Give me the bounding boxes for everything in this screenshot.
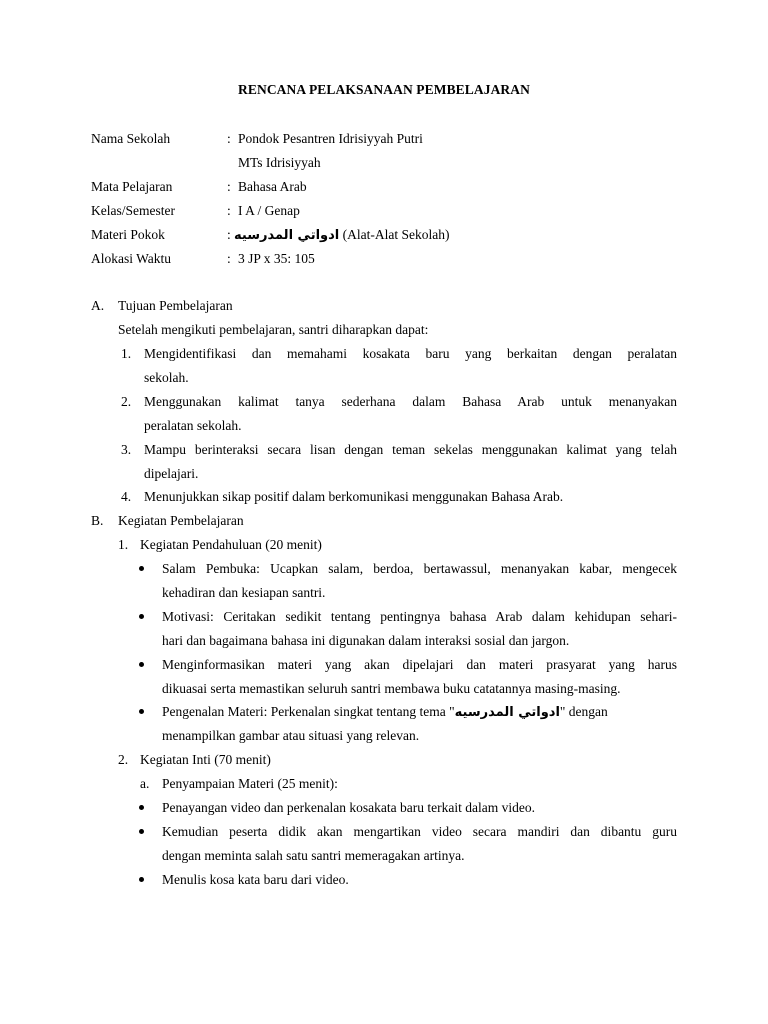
list-item-text: peralatan sekolah. (144, 418, 242, 433)
identity-colon: : (227, 179, 231, 194)
identity-label: Alokasi Waktu (91, 251, 172, 266)
identity-value: Bahasa Arab (238, 179, 307, 194)
bullet-text: Menginformasikan materi yang akan dipelajari dan materi prasyarat yang harus (162, 657, 677, 672)
list-number: 3. (121, 442, 132, 457)
arabic-topic: ادواتي المدرسيه (454, 705, 560, 720)
bullet-text: Menulis kosa kata baru dari video. (162, 872, 349, 887)
list-number: 1. (121, 346, 132, 361)
bullet-dot (139, 709, 144, 714)
identity-colon: : (227, 203, 231, 218)
section-intro: Setelah mengikuti pembelajaran, santri diharapkan dapat: (118, 322, 429, 337)
identity-colon: : (227, 227, 231, 242)
identity-value: 3 JP x 35: 105 (238, 251, 315, 266)
list-item-text: sekolah. (144, 370, 189, 385)
bullet-dot (139, 662, 144, 667)
identity-value: (Alat-Alat Sekolah) (342, 227, 450, 242)
identity-value: Pondok Pesantren Idrisiyyah Putri (238, 131, 423, 146)
bullet-text: dikuasai serta memastikan seluruh santri membawa buku catatannya masing-masing. (162, 681, 621, 696)
identity-label: Nama Sekolah (91, 131, 171, 146)
bullet-dot (139, 805, 144, 810)
bullet-dot (139, 829, 144, 834)
bullet-text: Motivasi: Ceritakan sedikit tentang pentingnya bahasa Arab dalam kehidupan sehari- (162, 609, 677, 624)
bullet-text: kehadiran dan kesiapan santri. (162, 585, 326, 600)
bullet-dot (139, 877, 144, 882)
identity-colon: : (227, 131, 231, 146)
arabic-topic: ادواتي المدرسيه (234, 228, 340, 243)
list-item-text: Mengidentifikasi dan memahami kosakata baru yang berkaitan dengan peralatan (144, 346, 677, 361)
subsection-heading: Kegiatan Pendahuluan (20 menit) (140, 537, 322, 552)
bullet-text: Salam Pembuka: Ucapkan salam, berdoa, bertawassul, menanyakan kabar, mengecek (162, 561, 677, 576)
identity-value: I A / Genap (238, 203, 300, 218)
subsection-number: 1. (118, 537, 129, 552)
list-item-text: Menunjukkan sikap positif dalam berkomunikasi menggunakan Bahasa Arab. (144, 489, 564, 504)
bullet-text-row (162, 703, 677, 722)
identity-value-materi (234, 226, 449, 245)
bullet-dot (139, 614, 144, 619)
list-number: 4. (121, 489, 132, 504)
subsection-number: 2. (118, 752, 129, 767)
list-item-text: dipelajari. (144, 466, 199, 481)
sub-subsection-marker: a. (140, 776, 150, 791)
bullet-text-post: " dengan (559, 704, 608, 719)
identity-value: MTs Idrisiyyah (238, 155, 321, 170)
bullet-text: menampilkan gambar atau situasi yang relevan. (162, 728, 420, 743)
subsection-heading: Kegiatan Inti (70 menit) (140, 752, 271, 767)
bullet-text: Kemudian peserta didik akan mengartikan video secara mandiri dan dibantu guru (162, 824, 677, 839)
section-heading: Tujuan Pembelajaran (118, 298, 233, 313)
identity-colon: : (227, 251, 231, 266)
list-item-text: Mampu berinteraksi secara lisan dengan teman sekelas menggunakan kalimat yang telah (144, 442, 677, 457)
bullet-dot (139, 566, 144, 571)
section-heading: Kegiatan Pembelajaran (118, 513, 244, 528)
list-number: 2. (121, 394, 132, 409)
bullet-text: hari dan bagaimana bahasa ini digunakan dalam interaksi sosial dan jargon. (162, 633, 570, 648)
bullet-text: dengan meminta salah satu santri memeragakan artinya. (162, 848, 465, 863)
identity-label: Kelas/Semester (91, 203, 175, 218)
bullet-text-pre: Pengenalan Materi: Perkenalan singkat tentang tema " (162, 704, 455, 719)
identity-label: Mata Pelajaran (91, 179, 173, 194)
list-item-text: Menggunakan kalimat tanya sederhana dalam Bahasa Arab untuk menanyakan (144, 394, 677, 409)
bullet-text (162, 703, 608, 722)
sub-subsection-heading: Penyampaian Materi (25 menit): (162, 776, 338, 791)
section-marker: B. (91, 513, 104, 528)
section-marker: A. (91, 298, 105, 313)
document-title: RENCANA PELAKSANAAN PEMBELAJARAN (238, 82, 530, 97)
identity-label: Materi Pokok (91, 227, 165, 242)
bullet-text: Penayangan video dan perkenalan kosakata baru terkait dalam video. (162, 800, 535, 815)
